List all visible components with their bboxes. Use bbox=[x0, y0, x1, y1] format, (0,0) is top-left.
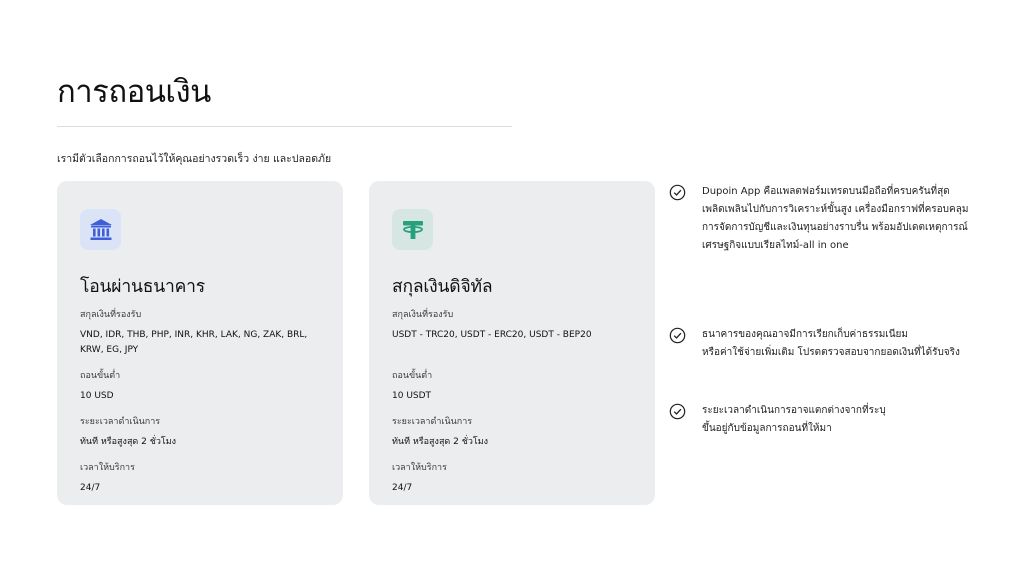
feature-item bbox=[669, 402, 969, 438]
field-label: สกุลเงินที่รองรับ bbox=[80, 310, 142, 320]
field-value-line: KRW, EG, JPY bbox=[80, 345, 139, 355]
field-label: ระยะเวลาดำเนินการ bbox=[392, 417, 473, 427]
field-label: ระยะเวลาดำเนินการ bbox=[80, 417, 161, 427]
field-value: 24/7 bbox=[80, 483, 101, 493]
field-label: ถอนขั้นต่ำ bbox=[392, 371, 433, 381]
feature-line: เศรษฐกิจแบบเรียลไทม์-all in one bbox=[702, 240, 849, 251]
field-value: 24/7 bbox=[392, 483, 413, 493]
feature-line: เพลิดเพลินไปกับการวิเคราะห์ขั้นสูง เครื่องมือกราฟที่ครอบคลุม bbox=[702, 204, 969, 215]
feature-text bbox=[702, 402, 886, 438]
field-label: เวลาให้บริการ bbox=[392, 463, 447, 473]
feature-line: การจัดการบัญชีและเงินทุนอย่างราบรื่น พร้อมอัปเดตเหตุการณ์ bbox=[702, 222, 968, 233]
feature-line: ธนาคารของคุณอาจมีการเรียกเก็บค่าธรรมเนียม bbox=[702, 329, 909, 340]
feature-line: ขึ้นอยู่กับข้อมูลการถอนที่ให้มา bbox=[702, 423, 832, 434]
field-label: สกุลเงินที่รองรับ bbox=[392, 310, 454, 320]
feature-line: ระยะเวลาดำเนินการอาจแตกต่างจากที่ระบุ bbox=[702, 405, 886, 416]
page-title: การถอนเงิน bbox=[57, 74, 211, 110]
card-title: โอนผ่านธนาคาร bbox=[80, 277, 205, 297]
field-value: ทันที หรือสูงสุด 2 ชั่วโมง bbox=[392, 437, 489, 447]
field-value: USDT - TRC20, USDT - ERC20, USDT - BEP20 bbox=[392, 330, 592, 340]
bank-transfer-card bbox=[57, 181, 343, 505]
title-divider bbox=[57, 126, 512, 127]
field-value: ทันที หรือสูงสุด 2 ชั่วโมง bbox=[80, 437, 177, 447]
feature-line: หรือค่าใช้จ่ายเพิ่มเติม โปรดตรวจสอบจากยอดเงินที่ได้รับจริง bbox=[702, 347, 960, 358]
feature-item bbox=[669, 183, 969, 255]
field-label: เวลาให้บริการ bbox=[80, 463, 135, 473]
field-value-line: VND, IDR, THB, PHP, INR, KHR, LAK, NG, ZAK, BRL, bbox=[80, 330, 308, 340]
tether-icon bbox=[392, 209, 433, 250]
feature-item bbox=[669, 326, 969, 362]
bank-icon bbox=[80, 209, 121, 250]
field-value: 10 USD bbox=[80, 391, 114, 401]
feature-text bbox=[702, 326, 960, 362]
card-title: สกุลเงินดิจิทัล bbox=[392, 277, 493, 297]
page-subtitle: เรามีตัวเลือกการถอนไว้ให้คุณอย่างรวดเร็ว ง่าย และปลอดภัย bbox=[57, 153, 332, 165]
check-circle-icon bbox=[669, 184, 686, 201]
field-label: ถอนขั้นต่ำ bbox=[80, 371, 121, 381]
field-value bbox=[80, 328, 321, 358]
field-value: 10 USDT bbox=[392, 391, 432, 401]
check-circle-icon bbox=[669, 403, 686, 420]
check-circle-icon bbox=[669, 327, 686, 344]
feature-line: Dupoin App คือแพลตฟอร์มเทรดบนมือถือที่ครบครันที่สุด bbox=[702, 186, 950, 197]
crypto-card bbox=[369, 181, 655, 505]
feature-text bbox=[702, 183, 968, 255]
